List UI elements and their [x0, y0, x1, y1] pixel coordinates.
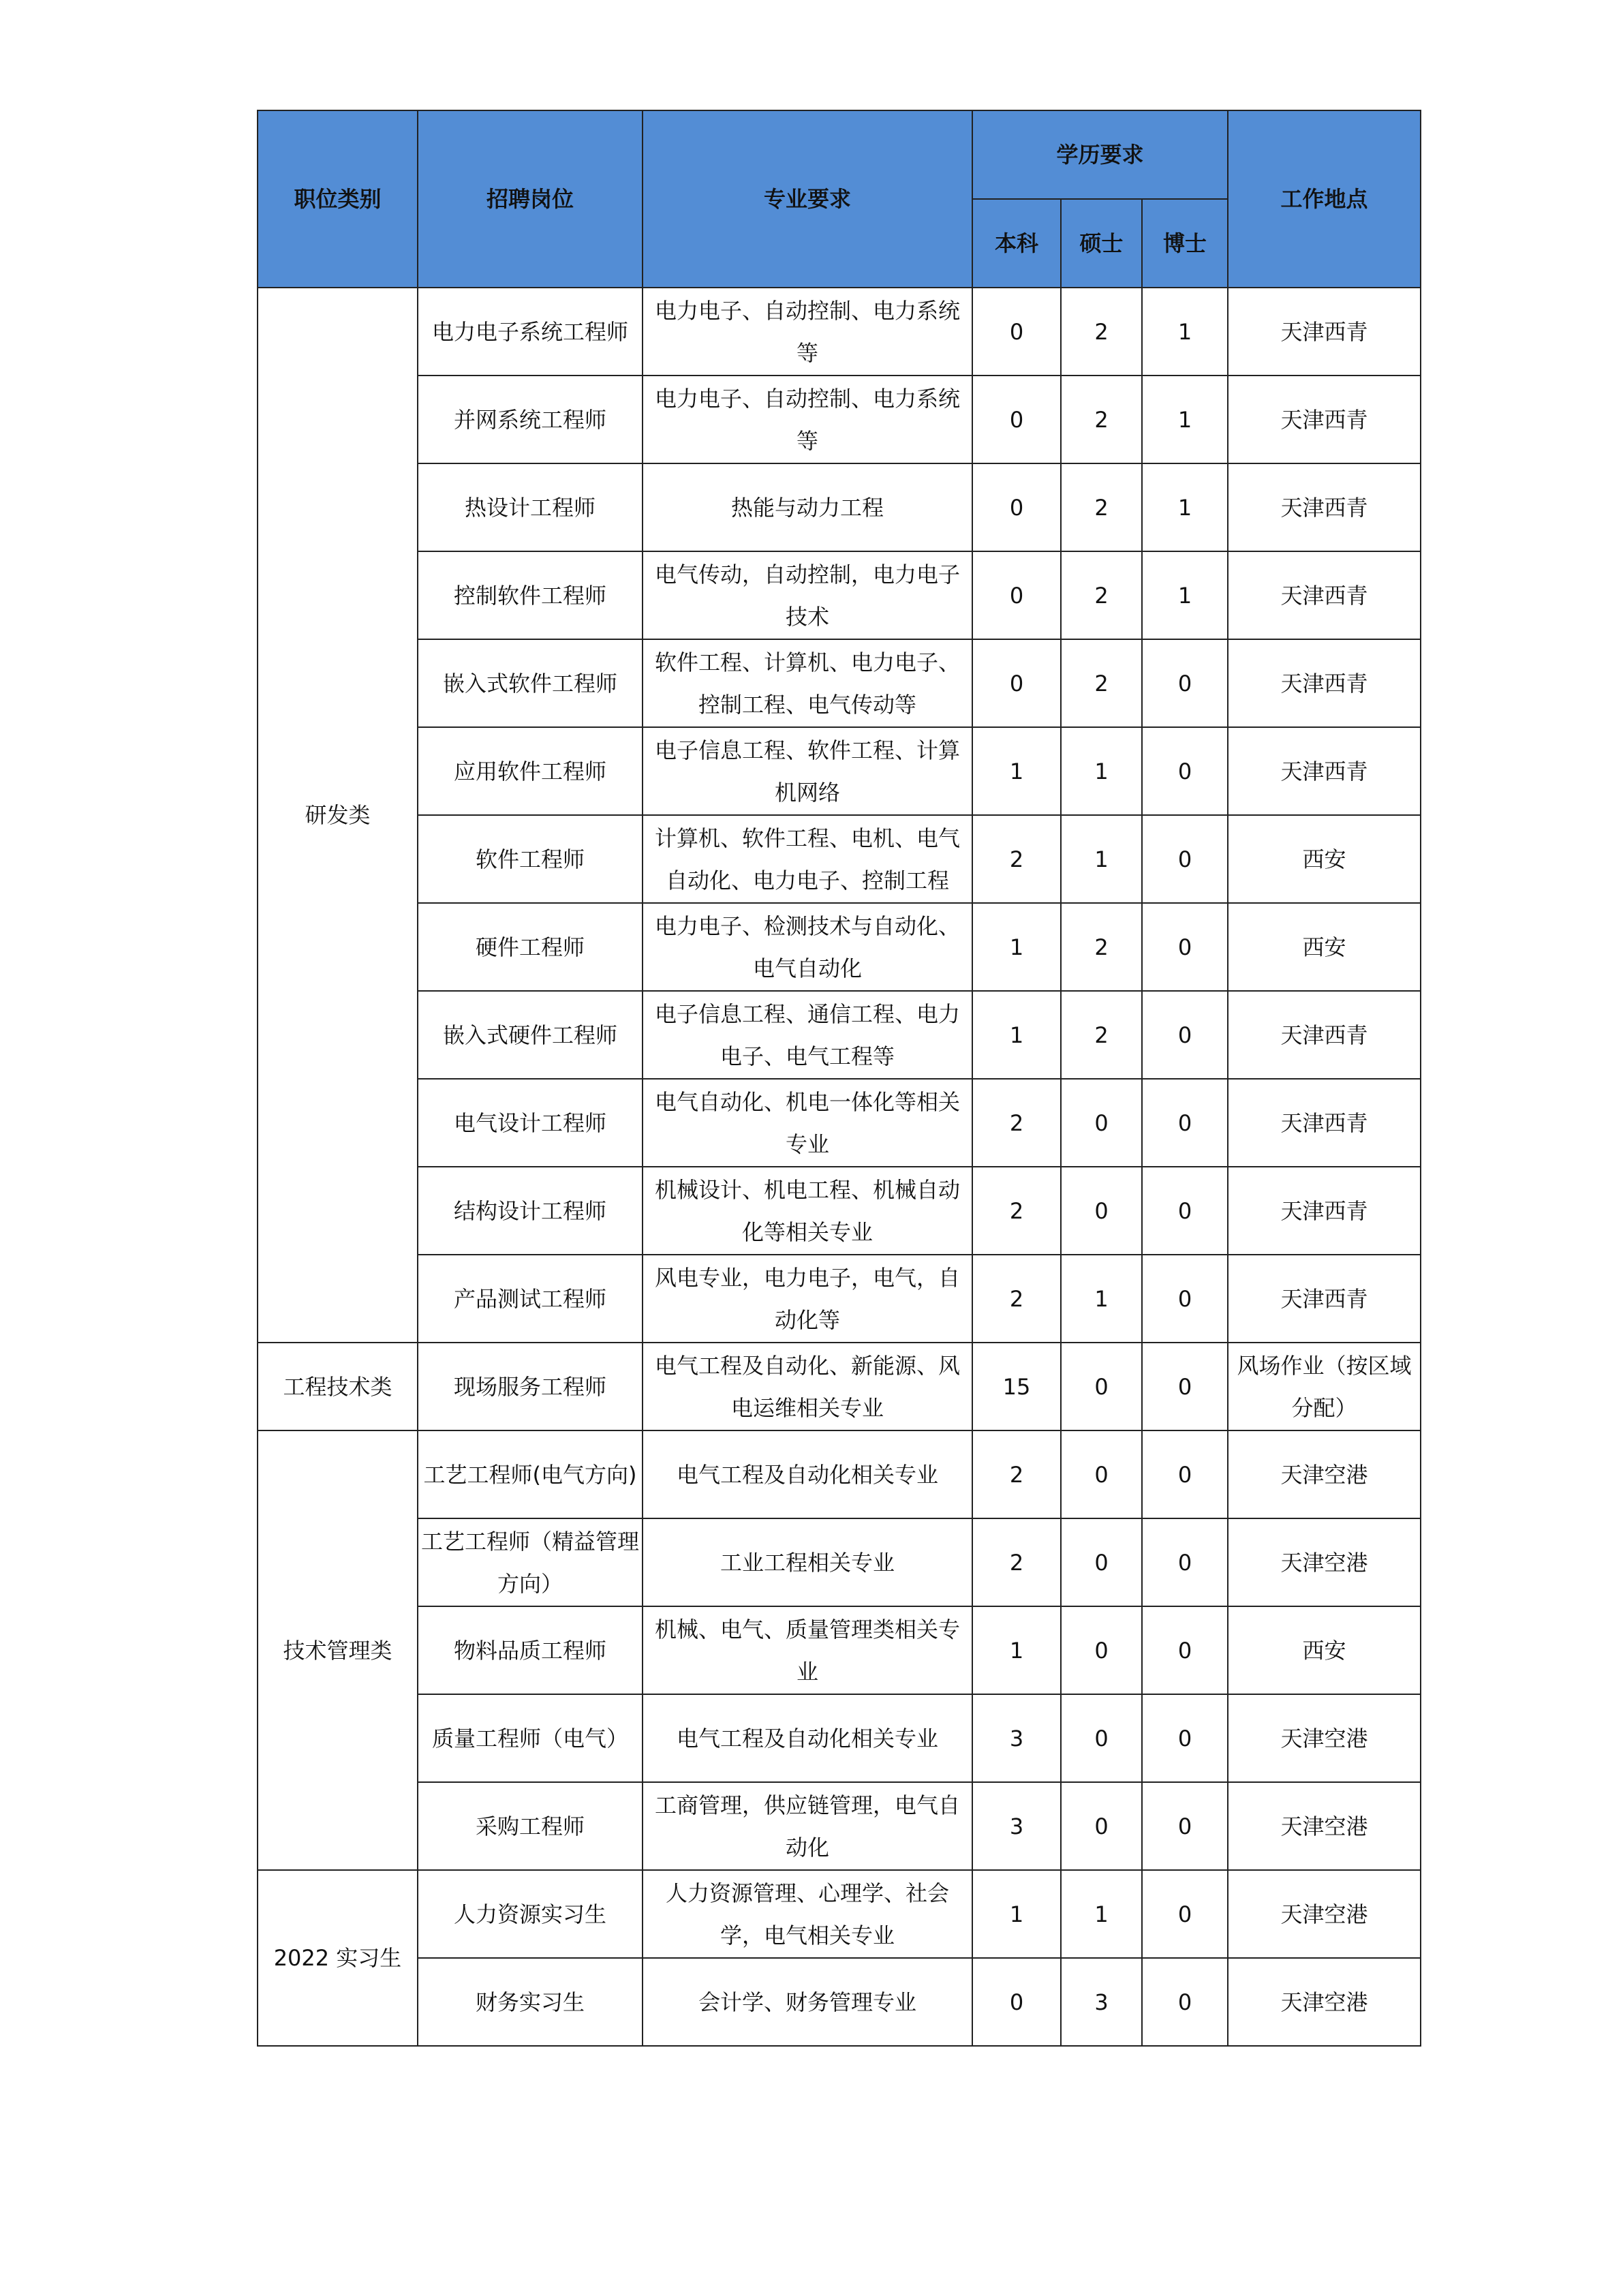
- doctor-count-cell: 0: [1142, 1343, 1228, 1430]
- position-cell: 软件工程师: [418, 815, 643, 903]
- master-count-cell: 1: [1061, 1255, 1142, 1343]
- doctor-count-cell: 0: [1142, 815, 1228, 903]
- position-cell: 质量工程师（电气）: [418, 1694, 643, 1782]
- location-cell: 西安: [1228, 1606, 1421, 1694]
- position-cell: 人力资源实习生: [418, 1870, 643, 1958]
- category-cell: 2022 实习生: [258, 1870, 418, 2046]
- table-row: [258, 727, 1421, 815]
- bachelor-count-cell: 0: [972, 376, 1061, 463]
- position-cell: 财务实习生: [418, 1958, 643, 2046]
- doctor-count-cell: 0: [1142, 1958, 1228, 2046]
- major-cell: 机械、电气、质量管理类相关专业: [643, 1606, 972, 1694]
- bachelor-count-cell: 1: [972, 991, 1061, 1079]
- doctor-count-cell: 0: [1142, 1430, 1228, 1518]
- bachelor-count-cell: 2: [972, 1255, 1061, 1343]
- major-cell: 电力电子、检测技术与自动化、电气自动化: [643, 903, 972, 991]
- major-cell: 会计学、财务管理专业: [643, 1958, 972, 2046]
- doctor-count-cell: 0: [1142, 1079, 1228, 1167]
- position-cell: 控制软件工程师: [418, 551, 643, 639]
- location-cell: 天津西青: [1228, 1079, 1421, 1167]
- doctor-count-cell: 0: [1142, 903, 1228, 991]
- header-row: [258, 110, 1421, 199]
- table-row: [258, 288, 1421, 376]
- location-cell: 天津西青: [1228, 1167, 1421, 1255]
- major-cell: 电子信息工程、软件工程、计算机网络: [643, 727, 972, 815]
- position-cell: 并网系统工程师: [418, 376, 643, 463]
- recruitment-table: [257, 110, 1421, 2047]
- location-cell: 天津空港: [1228, 1518, 1421, 1606]
- major-cell: 计算机、软件工程、电机、电气自动化、电力电子、控制工程: [643, 815, 972, 903]
- doctor-count-cell: 0: [1142, 991, 1228, 1079]
- doctor-count-cell: 0: [1142, 1255, 1228, 1343]
- major-cell: 电气工程及自动化相关专业: [643, 1430, 972, 1518]
- bachelor-count-cell: 15: [972, 1343, 1061, 1430]
- bachelor-count-cell: 1: [972, 1606, 1061, 1694]
- table-row: [258, 1958, 1421, 2046]
- table-row: [258, 991, 1421, 1079]
- bachelor-count-cell: 3: [972, 1782, 1061, 1870]
- table-row: [258, 1430, 1421, 1518]
- position-cell: 工艺工程师（精益管理方向）: [418, 1518, 643, 1606]
- master-count-cell: 0: [1061, 1343, 1142, 1430]
- major-cell: 电气传动，自动控制，电力电子技术: [643, 551, 972, 639]
- doctor-count-cell: 0: [1142, 1606, 1228, 1694]
- location-cell: 天津空港: [1228, 1430, 1421, 1518]
- location-cell: 风场作业（按区域分配）: [1228, 1343, 1421, 1430]
- master-count-cell: 0: [1061, 1430, 1142, 1518]
- bachelor-count-cell: 0: [972, 463, 1061, 551]
- major-cell: 机械设计、机电工程、机械自动化等相关专业: [643, 1167, 972, 1255]
- master-count-cell: 3: [1061, 1958, 1142, 2046]
- major-cell: 热能与动力工程: [643, 463, 972, 551]
- master-count-cell: 2: [1061, 639, 1142, 727]
- location-cell: 天津西青: [1228, 463, 1421, 551]
- master-count-cell: 0: [1061, 1782, 1142, 1870]
- bachelor-count-cell: 0: [972, 1958, 1061, 2046]
- major-cell: 电子信息工程、通信工程、电力电子、电气工程等: [643, 991, 972, 1079]
- table-row: [258, 815, 1421, 903]
- bachelor-count-cell: 2: [972, 1167, 1061, 1255]
- master-count-cell: 0: [1061, 1694, 1142, 1782]
- bachelor-count-cell: 1: [972, 1870, 1061, 1958]
- location-cell: 天津西青: [1228, 991, 1421, 1079]
- major-cell: 电力电子、自动控制、电力系统等: [643, 376, 972, 463]
- location-cell: 西安: [1228, 815, 1421, 903]
- master-count-cell: 2: [1061, 288, 1142, 376]
- doctor-count-cell: 0: [1142, 1694, 1228, 1782]
- position-cell: 结构设计工程师: [418, 1167, 643, 1255]
- doctor-count-cell: 0: [1142, 1870, 1228, 1958]
- position-cell: 现场服务工程师: [418, 1343, 643, 1430]
- position-cell: 产品测试工程师: [418, 1255, 643, 1343]
- master-count-cell: 1: [1061, 1870, 1142, 1958]
- major-cell: 工商管理，供应链管理，电气自动化: [643, 1782, 972, 1870]
- table-row: [258, 1606, 1421, 1694]
- table-row: [258, 1167, 1421, 1255]
- location-cell: 天津空港: [1228, 1870, 1421, 1958]
- table-row: [258, 1079, 1421, 1167]
- bachelor-count-cell: 2: [972, 1518, 1061, 1606]
- location-cell: 天津空港: [1228, 1694, 1421, 1782]
- location-cell: 天津西青: [1228, 376, 1421, 463]
- bachelor-count-cell: 2: [972, 815, 1061, 903]
- table-row: [258, 551, 1421, 639]
- position-cell: 热设计工程师: [418, 463, 643, 551]
- doctor-count-cell: 0: [1142, 1518, 1228, 1606]
- major-cell: 电气工程及自动化、新能源、风电运维相关专业: [643, 1343, 972, 1430]
- doctor-count-cell: 1: [1142, 551, 1228, 639]
- master-count-cell: 1: [1061, 727, 1142, 815]
- major-cell: 人力资源管理、心理学、社会学，电气相关专业: [643, 1870, 972, 1958]
- major-cell: 工业工程相关专业: [643, 1518, 972, 1606]
- major-cell: 风电专业，电力电子，电气，自动化等: [643, 1255, 972, 1343]
- major-cell: 电力电子、自动控制、电力系统等: [643, 288, 972, 376]
- master-count-cell: 0: [1061, 1518, 1142, 1606]
- header-education: 学历要求: [972, 110, 1228, 199]
- position-cell: 工艺工程师(电气方向): [418, 1430, 643, 1518]
- header-master: 硕士: [1061, 199, 1142, 288]
- location-cell: 天津西青: [1228, 639, 1421, 727]
- category-cell: 研发类: [258, 288, 418, 1343]
- doctor-count-cell: 0: [1142, 639, 1228, 727]
- table-row: [258, 1782, 1421, 1870]
- bachelor-count-cell: 1: [972, 903, 1061, 991]
- bachelor-count-cell: 0: [972, 639, 1061, 727]
- major-cell: 软件工程、计算机、电力电子、控制工程、电气传动等: [643, 639, 972, 727]
- position-cell: 嵌入式硬件工程师: [418, 991, 643, 1079]
- table-row: [258, 376, 1421, 463]
- location-cell: 天津西青: [1228, 288, 1421, 376]
- doctor-count-cell: 1: [1142, 463, 1228, 551]
- doctor-count-cell: 0: [1142, 1167, 1228, 1255]
- bachelor-count-cell: 0: [972, 551, 1061, 639]
- bachelor-count-cell: 3: [972, 1694, 1061, 1782]
- header-major: 专业要求: [643, 110, 972, 288]
- location-cell: 天津西青: [1228, 727, 1421, 815]
- location-cell: 天津西青: [1228, 551, 1421, 639]
- position-cell: 电力电子系统工程师: [418, 288, 643, 376]
- table-row: [258, 1694, 1421, 1782]
- category-cell: 工程技术类: [258, 1343, 418, 1430]
- location-cell: 天津空港: [1228, 1958, 1421, 2046]
- position-cell: 物料品质工程师: [418, 1606, 643, 1694]
- master-count-cell: 0: [1061, 1606, 1142, 1694]
- major-cell: 电气工程及自动化相关专业: [643, 1694, 972, 1782]
- doctor-count-cell: 0: [1142, 1782, 1228, 1870]
- header-location: 工作地点: [1228, 110, 1421, 288]
- position-cell: 电气设计工程师: [418, 1079, 643, 1167]
- category-cell: 技术管理类: [258, 1430, 418, 1870]
- bachelor-count-cell: 2: [972, 1430, 1061, 1518]
- bachelor-count-cell: 1: [972, 727, 1061, 815]
- doctor-count-cell: 1: [1142, 288, 1228, 376]
- table-row: [258, 1518, 1421, 1606]
- table-row: [258, 639, 1421, 727]
- master-count-cell: 2: [1061, 551, 1142, 639]
- major-cell: 电气自动化、机电一体化等相关专业: [643, 1079, 972, 1167]
- master-count-cell: 2: [1061, 991, 1142, 1079]
- position-cell: 硬件工程师: [418, 903, 643, 991]
- bachelor-count-cell: 0: [972, 288, 1061, 376]
- master-count-cell: 2: [1061, 463, 1142, 551]
- master-count-cell: 2: [1061, 903, 1142, 991]
- position-cell: 应用软件工程师: [418, 727, 643, 815]
- header-bachelor: 本科: [972, 199, 1061, 288]
- master-count-cell: 2: [1061, 376, 1142, 463]
- table-row: [258, 903, 1421, 991]
- table-row: [258, 463, 1421, 551]
- table-row: [258, 1255, 1421, 1343]
- location-cell: 天津西青: [1228, 1255, 1421, 1343]
- position-cell: 采购工程师: [418, 1782, 643, 1870]
- doctor-count-cell: 1: [1142, 376, 1228, 463]
- master-count-cell: 0: [1061, 1167, 1142, 1255]
- master-count-cell: 1: [1061, 815, 1142, 903]
- location-cell: 西安: [1228, 903, 1421, 991]
- position-cell: 嵌入式软件工程师: [418, 639, 643, 727]
- header-category: 职位类别: [258, 110, 418, 288]
- header-position: 招聘岗位: [418, 110, 643, 288]
- table-row: [258, 1343, 1421, 1430]
- master-count-cell: 0: [1061, 1079, 1142, 1167]
- bachelor-count-cell: 2: [972, 1079, 1061, 1167]
- location-cell: 天津空港: [1228, 1782, 1421, 1870]
- header-doctor: 博士: [1142, 199, 1228, 288]
- doctor-count-cell: 0: [1142, 727, 1228, 815]
- table-body: [258, 288, 1421, 2046]
- table-row: [258, 1870, 1421, 1958]
